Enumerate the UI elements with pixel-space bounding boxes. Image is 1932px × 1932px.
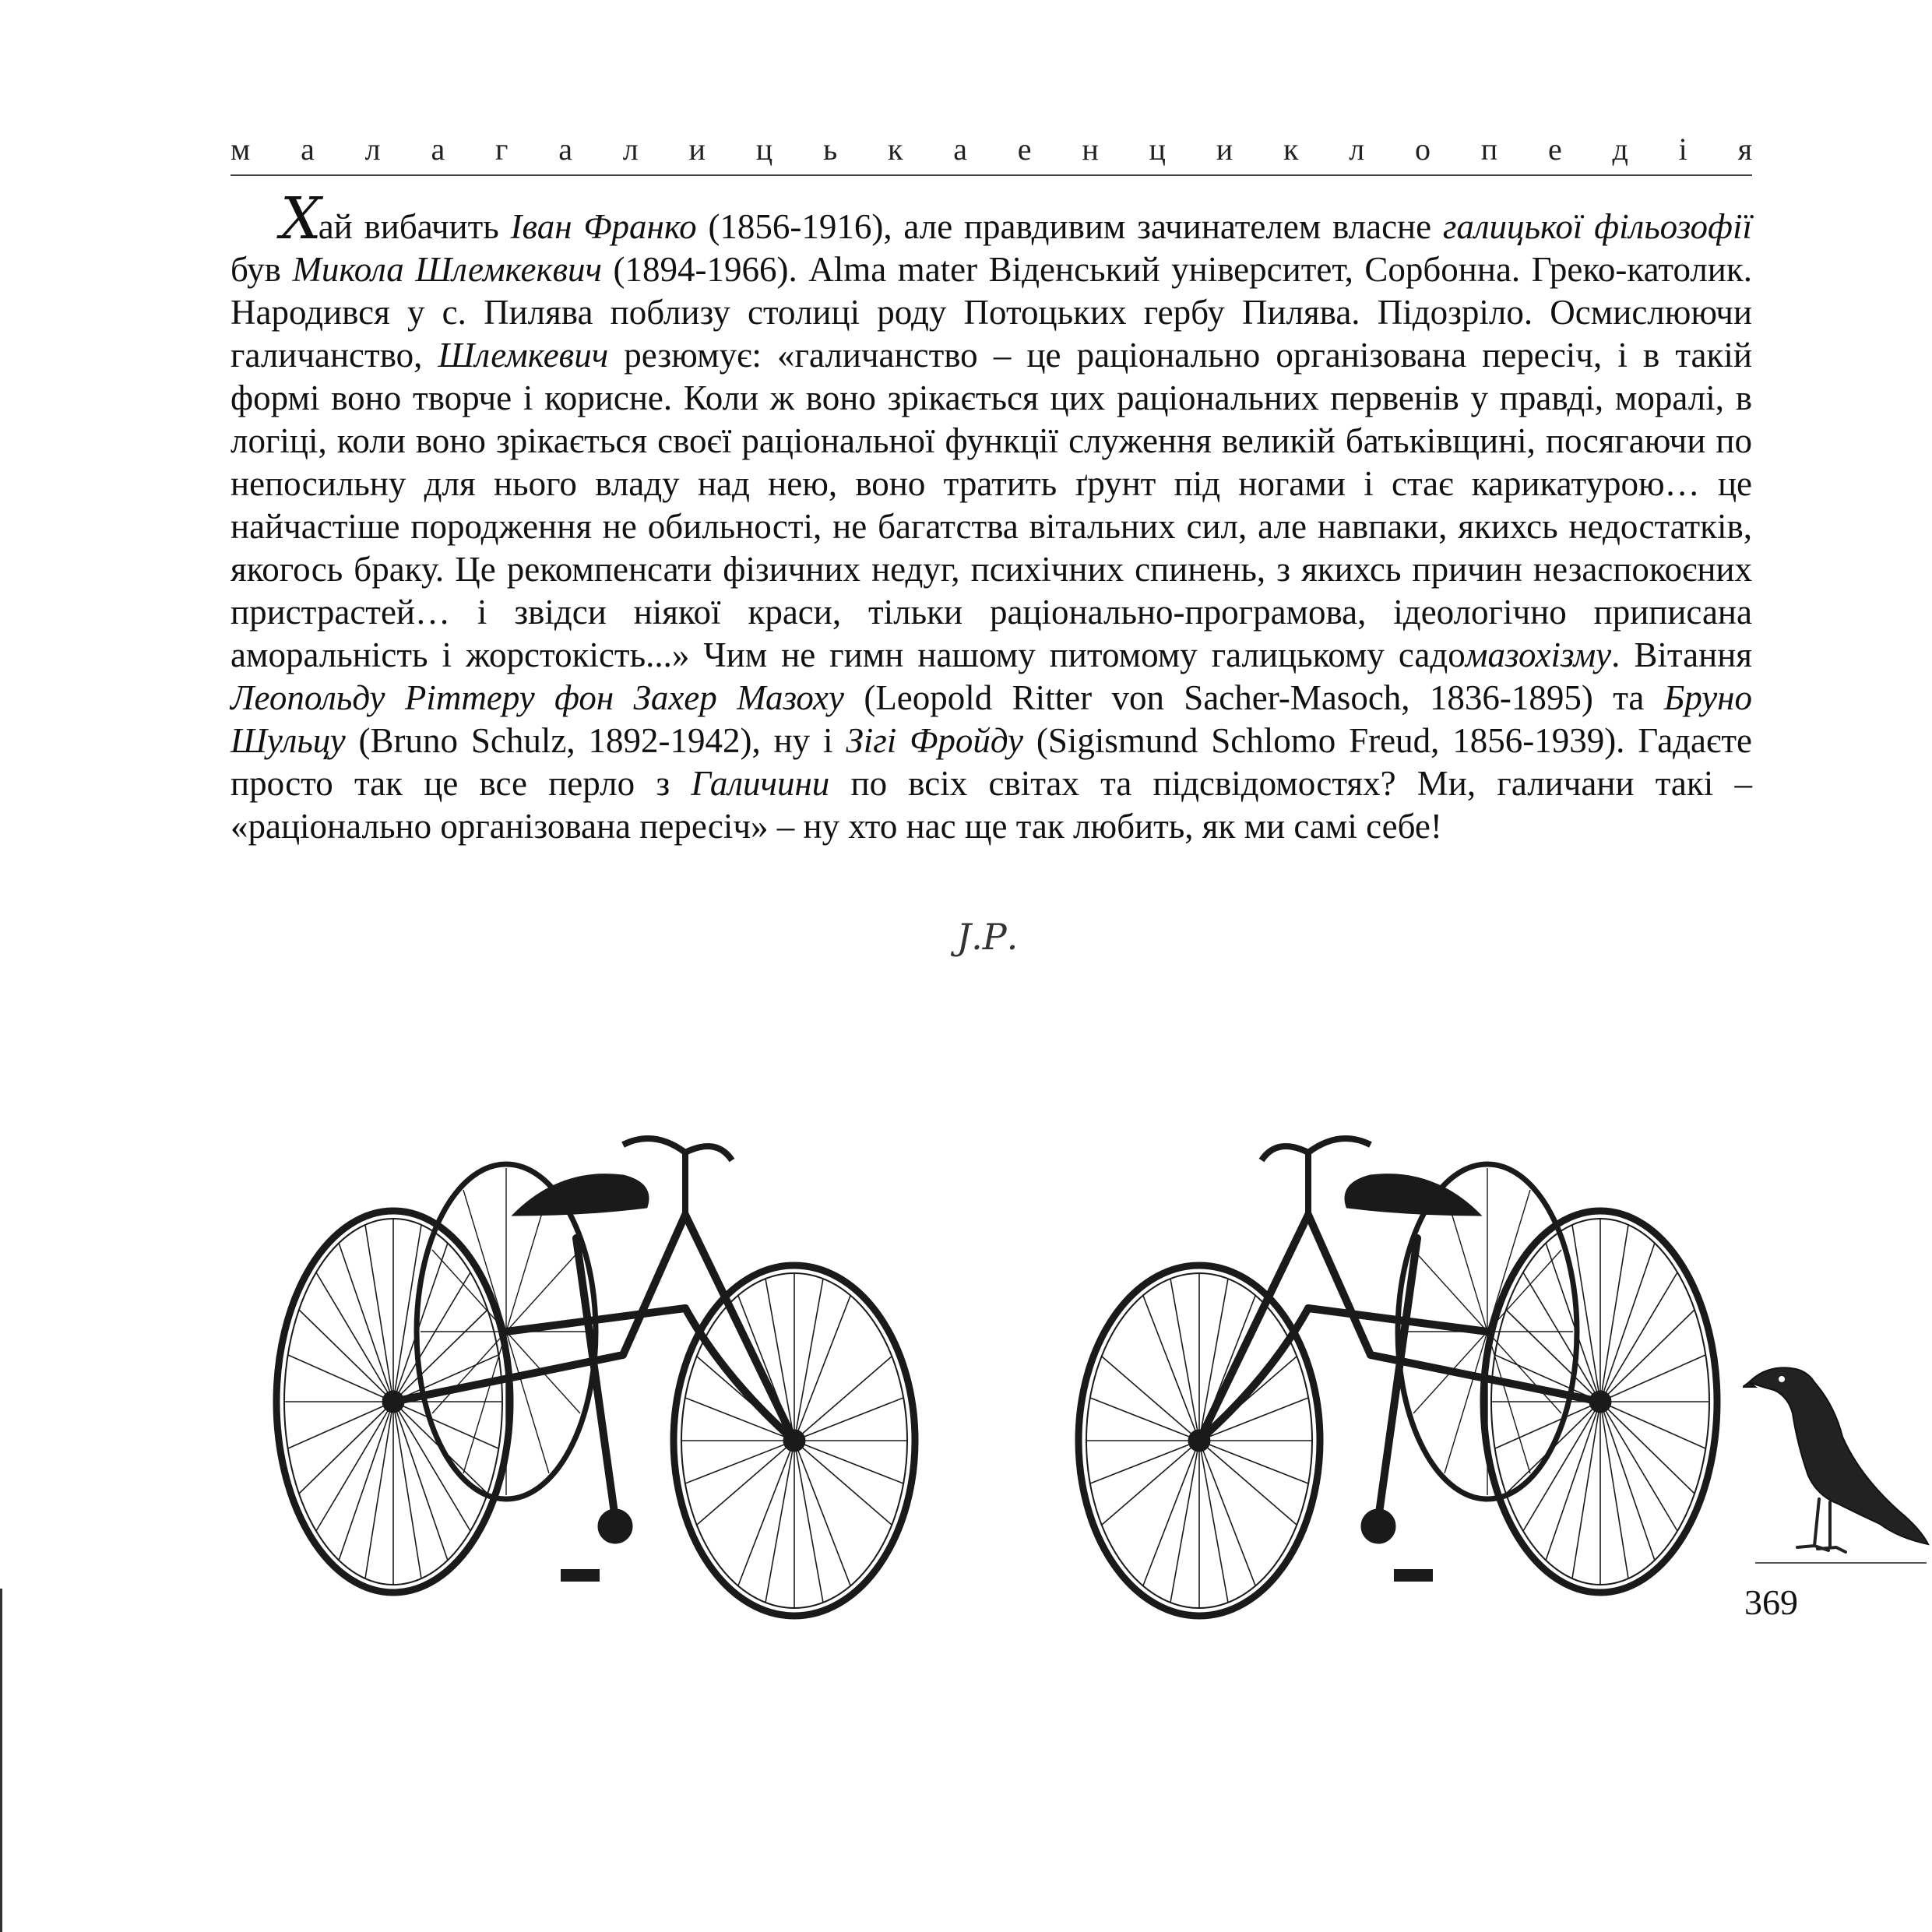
text-segment: резюмує: «галичанство – це раціонально організована пересіч, і в такій формі воно творче і корисне. Коли ж воно зрікається цих раціональних первенів у правді, моралі, в логіці, коли воно зрікається своєї раціональної функції служення великій батьківщині, посягаючи по непосильну для нього владу над нею, воно тратить ґрунт під ногами і стає карикатурою… це найчастіше породження не обильності, не багатства вітальних сил, але навпаки, якихсь недостатків, якогось браку. Це рекомпенсати фізичних недуг, психічних спинень, з якихсь причин незаспокоєних пристрастей… і звідси ніякої краси, тільки раціонально-програмова, ідеологічно приписана аморальність і жорстокість...» Чим не гимн нашому питомому галицькому садо — [231, 336, 1752, 674]
text-segment: ай вибачить — [318, 207, 511, 246]
text-segment: (1856-1916), але правдивим зачинателем власне — [696, 207, 1443, 246]
text-segment-italic: Леопольду Ріттеру фон Захер Мазоху — [231, 678, 844, 717]
author-signature: Ј.Р. — [956, 916, 1019, 958]
header-letter: к — [887, 132, 903, 167]
header-letter: і — [1678, 132, 1687, 167]
header-letter: е — [1547, 132, 1562, 167]
text-segment-italic: Зігі Фройду — [846, 721, 1023, 760]
header-letter: м — [231, 132, 251, 167]
text-segment: . Вітання — [1611, 635, 1752, 674]
header-letter: и — [688, 132, 706, 167]
drop-cap: Х — [280, 185, 318, 252]
header-letter: л — [1349, 132, 1365, 167]
text-segment: (Sigismund Schlomo Freud, 1856-1939). Гадаєте просто так це все перло з — [231, 721, 1752, 803]
text-segment-italic: Галичини — [691, 764, 830, 803]
header-letter: а — [301, 132, 315, 167]
running-header — [231, 131, 1752, 168]
text-segment-italic: Бруно Шульцу — [231, 678, 1752, 760]
margin-rule — [1755, 1562, 1927, 1564]
page-number: 369 — [1744, 1582, 1798, 1622]
header-letter: ц — [1149, 132, 1166, 167]
header-letter: а — [431, 132, 445, 167]
header-letter: а — [558, 132, 572, 167]
header-letter: к — [1283, 132, 1299, 167]
header-rule — [231, 174, 1752, 176]
article-body — [231, 185, 1753, 848]
header-letter: ь — [822, 132, 838, 167]
text-segment-italic: Шлемкевич — [438, 336, 609, 375]
header-letter: о — [1414, 132, 1431, 167]
tricycle-illustration-left — [249, 1121, 950, 1628]
header-letter: и — [1216, 132, 1233, 167]
header-letter: л — [622, 132, 639, 167]
crow-icon — [1743, 1351, 1930, 1565]
header-letter: а — [953, 132, 967, 167]
tricycle-illustration-right — [1043, 1121, 1744, 1628]
header-letter: ц — [755, 132, 773, 167]
text-segment: (Leopold Ritter von Sacher-Masoch, 1836-1895) та — [843, 678, 1664, 717]
header-letter: п — [1480, 132, 1498, 167]
header-letter: г — [495, 132, 509, 167]
text-segment: по всіх світах та підсвідомостях? Ми, галичани такі – «раціонально організована пересіч» – ну хто нас ще так любить, як ми самі себе! — [231, 764, 1752, 846]
text-segment: (1894-1966). Alma mater Віденський університет, Сорбонна. Греко-католик. Народився у с. Пилява поблизу столиці роду Потоцьких гербу Пилява. Підозріло. Осмислюючи галичанство, — [231, 250, 1753, 375]
text-segment-italic: Микола Шлемкеквич — [292, 250, 603, 289]
text-segment: (Bruno Schulz, 1892-1942), ну і — [345, 721, 846, 760]
text-segment-italic: мазохізму — [1465, 635, 1612, 674]
header-letter: д — [1612, 132, 1628, 167]
header-letter: я — [1737, 132, 1752, 167]
header-letter: е — [1017, 132, 1032, 167]
page-edge-line — [0, 1589, 2, 1932]
text-segment-italic: галицької фільозофії — [1442, 207, 1752, 246]
text-segment-italic: Іван Франко — [510, 207, 697, 246]
header-letter: л — [364, 132, 381, 167]
text-segment: був — [231, 250, 293, 289]
header-letter: н — [1082, 132, 1099, 167]
